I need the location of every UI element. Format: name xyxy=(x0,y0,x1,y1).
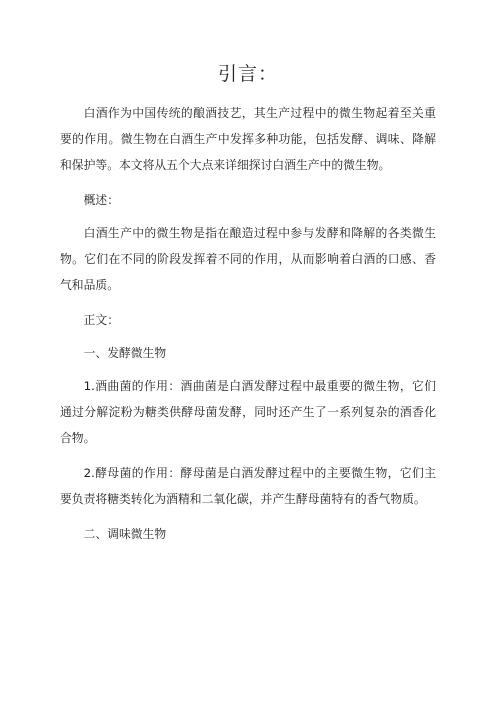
section-heading-fermentation: 一、发酵微生物 xyxy=(83,346,167,360)
intro-paragraph: 白酒作为中国传统的酿酒技艺，其生产过程中的微生物起着至关重要的作用。微生物在白酒生产中发挥多种功能，包括发酵、调味、降解和保护等。本文将从五个大点来详细探讨白酒生产中的微生物。 xyxy=(60,106,436,172)
document-body xyxy=(60,100,436,554)
fermentation-item-2: 2.酵母菌的作用：酵母菌是白酒发酵过程中的主要微生物，它们主要负责将糖类转化为酒精和二氧化碳，并产生酵母菌特有的香气物质。 xyxy=(60,466,436,506)
overview-heading: 概述： xyxy=(83,193,119,207)
overview-paragraph: 白酒生产中的微生物是指在酿造过程中参与发酵和降解的各类微生物。它们在不同的阶段发挥着不同的作用，从而影响着白酒的口感、香气和品质。 xyxy=(60,226,436,292)
fermentation-item-1: 1.酒曲菌的作用：酒曲菌是白酒发酵过程中最重要的微生物，它们通过分解淀粉为糖类供酵母菌发酵，同时还产生了一系列复杂的酒香化合物。 xyxy=(60,379,436,445)
page-title: 引言： xyxy=(217,63,278,85)
main-text-heading: 正文： xyxy=(83,313,119,327)
section-heading-seasoning: 二、调味微生物 xyxy=(83,527,167,541)
